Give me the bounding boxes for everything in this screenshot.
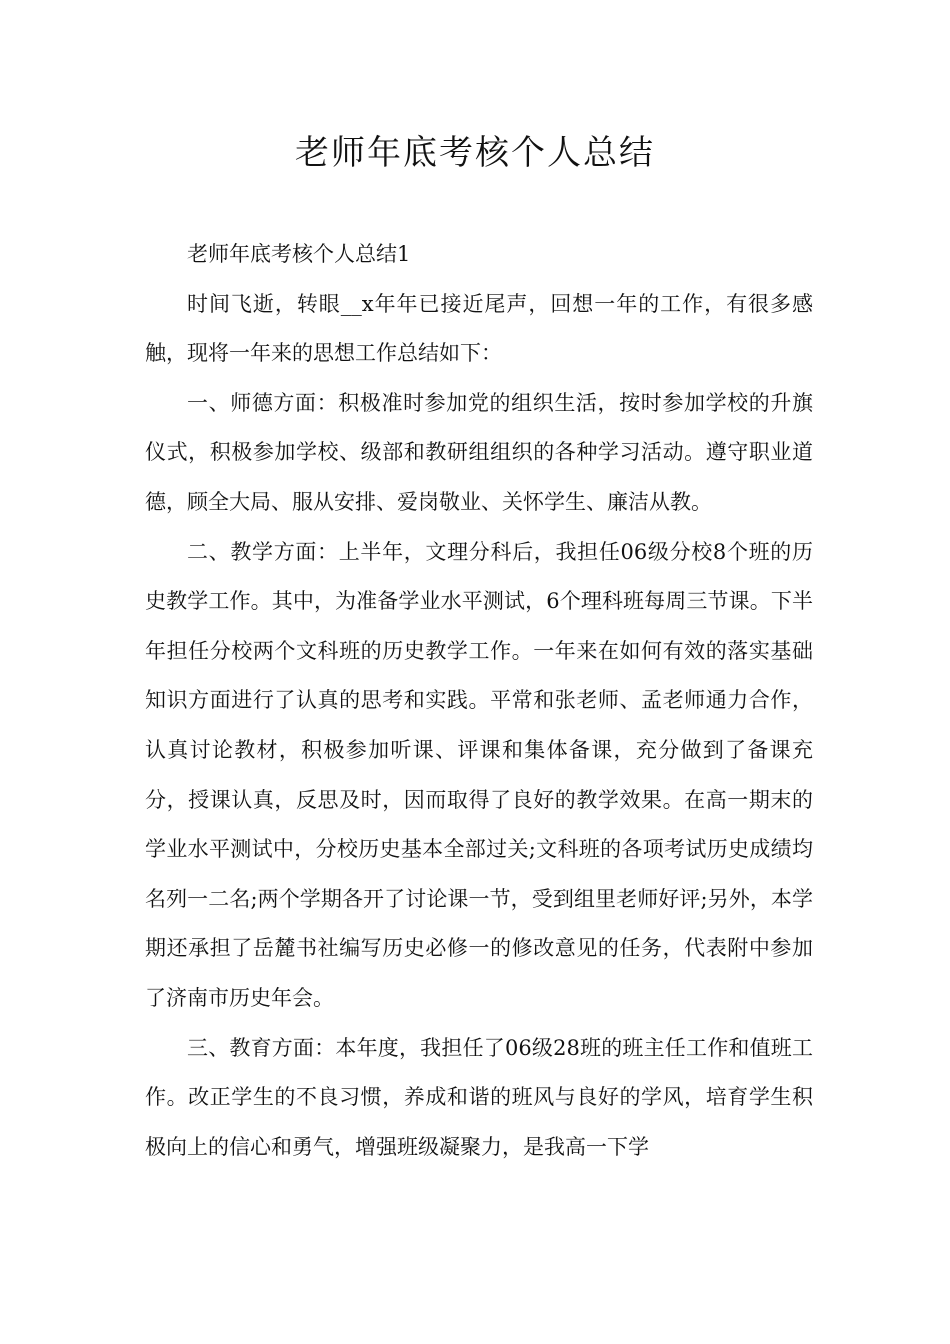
document-body xyxy=(145,230,813,1172)
paragraph-subtitle: 老师年底考核个人总结1 xyxy=(187,242,411,266)
paragraph-ethics: 一、师德方面：积极准时参加党的组织生活，按时参加学校的升旗仪式，积极参加学校、级部和教研组组织的各种学习活动。遵守职业道德，顾全大局、服从安排、爱岗敬业、关怀学生、廉洁从教。 xyxy=(145,390,813,514)
paragraph-education: 三、教育方面：本年度，我担任了06级28班的班主任工作和值班工作。改正学生的不良习惯，养成和谐的班风与良好的学风，培育学生积极向上的信心和勇气，增强班级凝聚力，是我高一下学 xyxy=(145,1035,813,1159)
paragraph-teaching: 二、教学方面：上半年，文理分科后，我担任06级分校8个班的历史教学工作。其中，为准备学业水平测试，6个理科班每周三节课。下半年担任分校两个文科班的历史教学工作。一年来在如何有效的落实基础知识方面进行了认真的思考和实践。平常和张老师、孟老师通力合作，认真讨论教材，积极参加听课、评课和集体备课，充分做到了备课充分，授课认真，反思及时，因而取得了良好的教学效果。在高一期末的学业水平测试中，分校历史基本全部过关;文科班的各项考试历史成绩均名列一二名;两个学期各开了讨论课一节，受到组里老师好评;另外，本学期还承担了岳麓书社编写历史必修一的修改意见的任务，代表附中参加了济南市历史年会。 xyxy=(145,539,813,1010)
document-title: 老师年底考核个人总结 xyxy=(295,133,655,173)
paragraph-intro: 时间飞逝，转眼__x年年已接近尾声，回想一年的工作，有很多感触，现将一年来的思想工作总结如下： xyxy=(145,291,813,366)
